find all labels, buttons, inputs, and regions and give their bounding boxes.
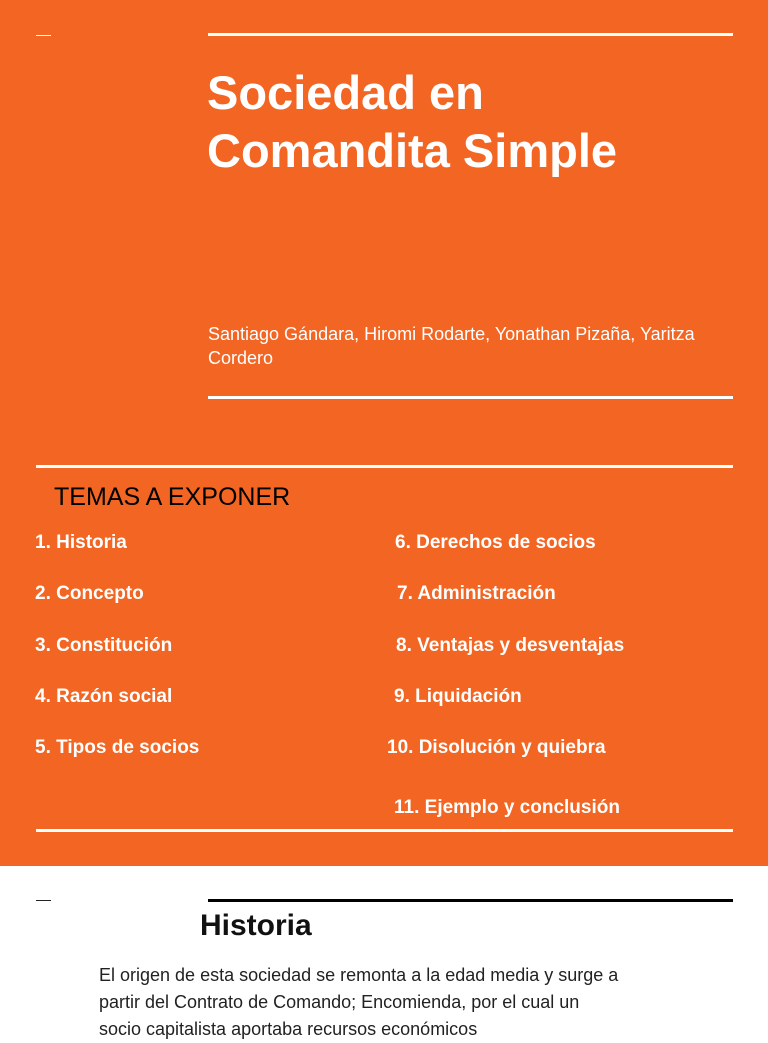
title-line-1: Sociedad en: [207, 66, 484, 119]
topic-item-historia: 1. Historia: [35, 532, 127, 553]
authors-divider: [208, 396, 733, 399]
topic-item-disolucion-quiebra: 10. Disolución y quiebra: [387, 737, 606, 758]
topic-item-concepto: 2. Concepto: [35, 583, 144, 604]
top-divider: [208, 33, 733, 36]
topic-item-administracion: 7. Administración: [397, 583, 556, 604]
presentation-title: [207, 64, 727, 180]
topic-item-liquidacion: 9. Liquidación: [394, 686, 522, 707]
topics-heading: TEMAS A EXPONER: [54, 483, 291, 511]
historia-heading: Historia: [200, 909, 312, 942]
topic-item-ejemplo-conclusion: 11. Ejemplo y conclusión: [394, 797, 620, 818]
historia-top-divider: [208, 899, 733, 902]
topics-top-divider: [36, 465, 733, 468]
topic-item-derechos-de-socios: 6. Derechos de socios: [395, 532, 596, 553]
historia-slide: [0, 866, 768, 1039]
title-line-2: Comandita Simple: [207, 124, 618, 177]
topics-bottom-divider: [36, 829, 733, 832]
topic-item-constitucion: 3. Constitución: [35, 635, 173, 656]
authors-text: Santiago Gándara, Hiromi Rodarte, Yonathan Pizaña, Yaritza Cordero: [208, 324, 695, 368]
historia-body-text: El origen de esta sociedad se remonta a la edad media y surge a partir del Contrato de Comando; Encomienda, por el cual un socio capitalista aportaba recursos económicos: [99, 965, 619, 1039]
topic-item-ventajas-desventajas: 8. Ventajas y desventajas: [396, 635, 625, 656]
topic-item-razon-social: 4. Razón social: [35, 686, 173, 707]
corner-mark: [36, 35, 51, 36]
corner-mark: [36, 900, 51, 901]
topic-item-tipos-de-socios: 5. Tipos de socios: [35, 737, 200, 758]
